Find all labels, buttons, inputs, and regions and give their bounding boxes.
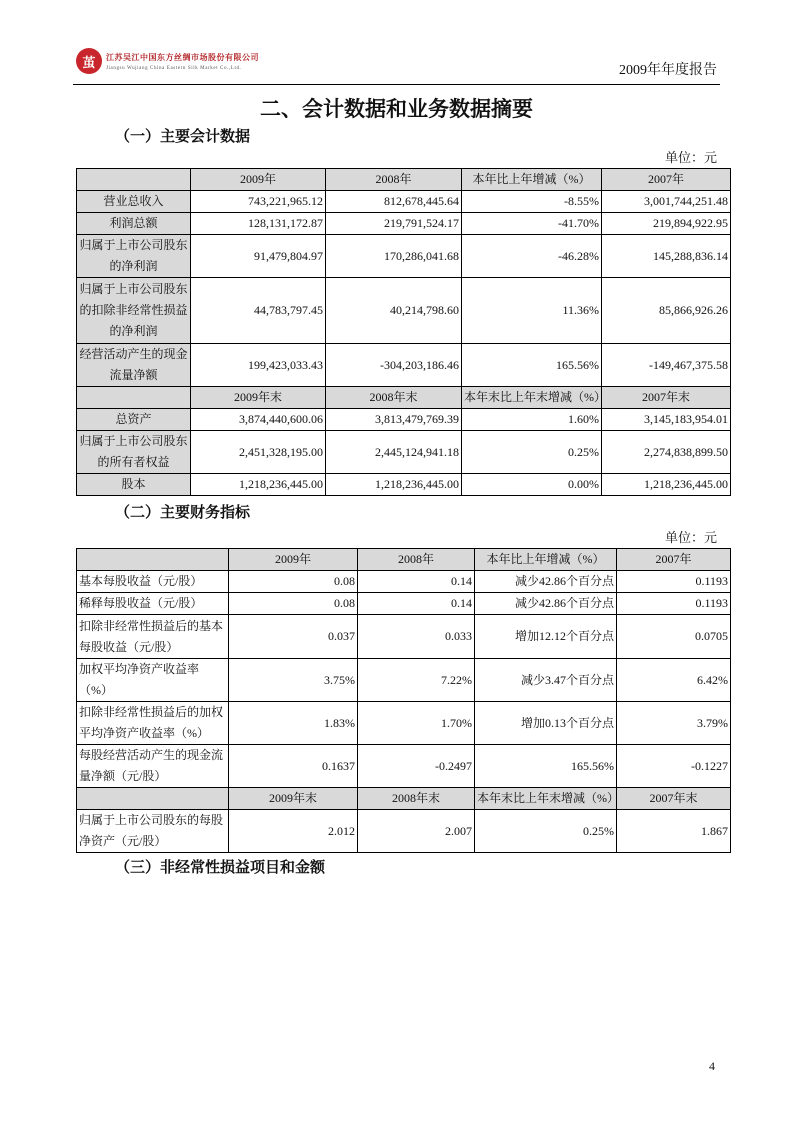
company-logo	[76, 48, 102, 74]
financial-indicators-table	[76, 548, 731, 853]
page-content	[0, 96, 793, 877]
table-cell: 0.08	[229, 571, 358, 593]
column-header: 2007年末	[617, 788, 731, 810]
column-header: 2008年末	[358, 788, 475, 810]
table-cell: 91,479,804.97	[191, 235, 326, 278]
header-divider	[73, 84, 720, 85]
table-cell: 1,218,236,445.00	[602, 474, 731, 496]
table-row	[77, 474, 731, 496]
table-cell: -0.2497	[358, 745, 475, 788]
table-cell: 812,678,445.64	[326, 191, 462, 213]
table-cell: 3.75%	[229, 659, 358, 702]
table-cell: 0.033	[358, 615, 475, 659]
table-row	[77, 409, 731, 431]
table-row	[77, 615, 731, 659]
column-header: 本年末比上年末增减（%）	[475, 788, 617, 810]
table-row	[77, 431, 731, 474]
table-cell: 1.83%	[229, 702, 358, 745]
table-cell: 40,214,798.60	[326, 278, 462, 344]
page-title: 二、会计数据和业务数据摘要	[260, 97, 533, 121]
row-label: 扣除非经常性损益后的基本每股收益（元/股）	[77, 615, 229, 659]
column-header: 本年比上年增减（%）	[475, 549, 617, 571]
row-label: 归属于上市公司股东的所有者权益	[77, 431, 191, 474]
table-cell: 0.25%	[475, 810, 617, 853]
column-header: 2009年末	[229, 788, 358, 810]
section-title-financial-indicators: （二）主要财务指标	[115, 505, 251, 521]
column-header: 2008年	[326, 169, 462, 191]
table-cell: 3,813,479,769.39	[326, 409, 462, 431]
table-cell: 0.14	[358, 593, 475, 615]
column-header	[77, 387, 191, 409]
table-cell: 1.60%	[462, 409, 602, 431]
column-header: 2007年	[617, 549, 731, 571]
row-label: 总资产	[77, 409, 191, 431]
row-label: 股本	[77, 474, 191, 496]
table-header-row	[77, 549, 731, 571]
row-label: 归属于上市公司股东的每股净资产（元/股）	[77, 810, 229, 853]
table-cell: 0.1193	[617, 571, 731, 593]
column-header: 2009年	[229, 549, 358, 571]
table-row	[77, 344, 731, 387]
row-label: 经营活动产生的现金流量净额	[77, 344, 191, 387]
table-row	[77, 593, 731, 615]
row-label: 稀释每股收益（元/股）	[77, 593, 229, 615]
table-cell: 85,866,926.26	[602, 278, 731, 344]
table-cell: 0.25%	[462, 431, 602, 474]
table-row	[77, 745, 731, 788]
table-cell: 0.00%	[462, 474, 602, 496]
column-header: 本年比上年增减（%）	[462, 169, 602, 191]
table-cell: 6.42%	[617, 659, 731, 702]
table-cell: 165.56%	[475, 745, 617, 788]
table-row	[77, 659, 731, 702]
table-cell: 165.56%	[462, 344, 602, 387]
column-header: 2009年末	[191, 387, 326, 409]
section-title-nonrecurring-items: （三）非经常性损益项目和金额	[115, 860, 326, 876]
table-cell: 219,894,922.95	[602, 213, 731, 235]
row-label: 基本每股收益（元/股）	[77, 571, 229, 593]
report-title: 2009年年度报告	[619, 63, 717, 78]
table-header-row	[77, 788, 731, 810]
table-cell: 11.36%	[462, 278, 602, 344]
column-header: 2008年末	[326, 387, 462, 409]
table-row	[77, 810, 731, 853]
accounting-data-table	[76, 168, 731, 496]
row-label: 每股经营活动产生的现金流量净额（元/股）	[77, 745, 229, 788]
column-header: 2008年	[358, 549, 475, 571]
table-cell: 3,874,440,600.06	[191, 409, 326, 431]
table-cell: 0.0705	[617, 615, 731, 659]
unit-label: 单位：元	[664, 150, 717, 165]
table-cell: 减少3.47个百分点	[475, 659, 617, 702]
table-cell: 1,218,236,445.00	[191, 474, 326, 496]
table-cell: 0.08	[229, 593, 358, 615]
table-cell: 145,288,836.14	[602, 235, 731, 278]
table-cell: 1,218,236,445.00	[326, 474, 462, 496]
table-header-row	[77, 387, 731, 409]
table-cell: 3.79%	[617, 702, 731, 745]
table-cell: -0.1227	[617, 745, 731, 788]
table-cell: 7.22%	[358, 659, 475, 702]
row-label: 营业总收入	[77, 191, 191, 213]
company-name-en: Jiangsu Wujiang China Eastern Silk Market Co.,Ltd.	[106, 66, 242, 71]
table-cell: 0.037	[229, 615, 358, 659]
table-cell: 减少42.86个百分点	[475, 571, 617, 593]
table-cell: 增加0.13个百分点	[475, 702, 617, 745]
row-label: 归属于上市公司股东的扣除非经常性损益的净利润	[77, 278, 191, 344]
table-cell: 1.70%	[358, 702, 475, 745]
table-cell: 44,783,797.45	[191, 278, 326, 344]
table-cell: 2,445,124,941.18	[326, 431, 462, 474]
company-name-cn: 江苏吴江中国东方丝绸市场股份有限公司	[106, 53, 259, 62]
table-cell: 增加12.12个百分点	[475, 615, 617, 659]
column-header: 2007年	[602, 169, 731, 191]
table-cell: 3,145,183,954.01	[602, 409, 731, 431]
table-cell: 219,791,524.17	[326, 213, 462, 235]
row-label: 扣除非经常性损益后的加权平均净资产收益率（%）	[77, 702, 229, 745]
table-cell: 减少42.86个百分点	[475, 593, 617, 615]
table-row	[77, 702, 731, 745]
unit-label: 单位：元	[664, 530, 717, 545]
table-cell: 1.867	[617, 810, 731, 853]
table-row	[77, 191, 731, 213]
table-row	[77, 235, 731, 278]
table-cell: -149,467,375.58	[602, 344, 731, 387]
column-header	[77, 169, 191, 191]
table-cell: -304,203,186.46	[326, 344, 462, 387]
table-cell: 0.1193	[617, 593, 731, 615]
page-number: 4	[709, 1059, 715, 1073]
column-header: 2007年末	[602, 387, 731, 409]
section-title-accounting-data: （一）主要会计数据	[115, 129, 251, 145]
table-cell: 0.1637	[229, 745, 358, 788]
table-cell: -8.55%	[462, 191, 602, 213]
table-cell: 2,274,838,899.50	[602, 431, 731, 474]
table-row	[77, 278, 731, 344]
table-cell: 128,131,172.87	[191, 213, 326, 235]
table-cell: 743,221,965.12	[191, 191, 326, 213]
row-label: 归属于上市公司股东的净利润	[77, 235, 191, 278]
table-cell: 2.007	[358, 810, 475, 853]
column-header: 2009年	[191, 169, 326, 191]
column-header: 本年末比上年末增减（%）	[462, 387, 602, 409]
column-header	[77, 788, 229, 810]
table-cell: 3,001,744,251.48	[602, 191, 731, 213]
table-cell: 2,451,328,195.00	[191, 431, 326, 474]
row-label: 利润总额	[77, 213, 191, 235]
table-cell: 0.14	[358, 571, 475, 593]
table-row	[77, 213, 731, 235]
table-cell: 170,286,041.68	[326, 235, 462, 278]
table-row	[77, 571, 731, 593]
row-label: 加权平均净资产收益率（%）	[77, 659, 229, 702]
table-header-row	[77, 169, 731, 191]
table-cell: 199,423,033.43	[191, 344, 326, 387]
column-header	[77, 549, 229, 571]
table-cell: -46.28%	[462, 235, 602, 278]
table-cell: 2.012	[229, 810, 358, 853]
logo-glyph: 茧	[82, 54, 96, 70]
table-cell: -41.70%	[462, 213, 602, 235]
